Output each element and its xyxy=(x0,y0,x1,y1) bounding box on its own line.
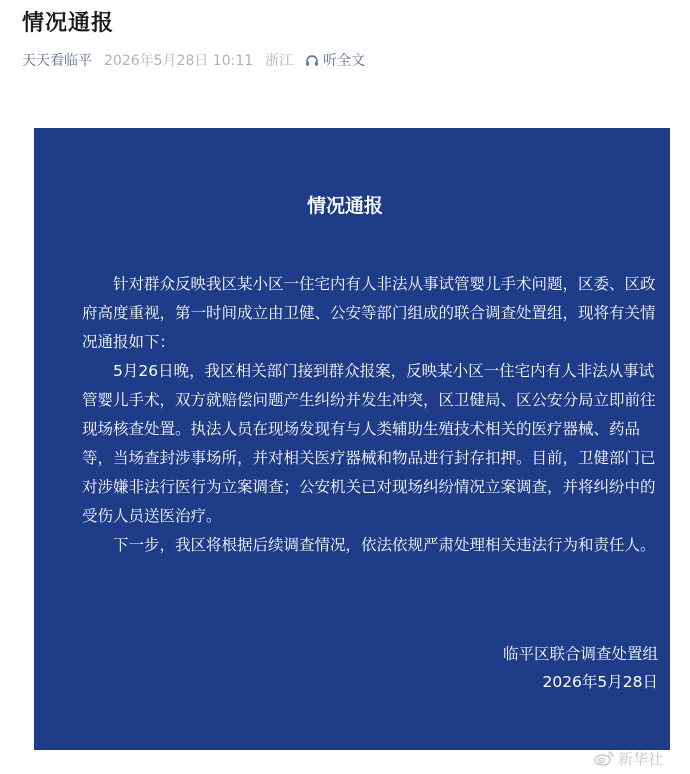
watermark-text: 新华社 xyxy=(618,749,664,768)
notice-paragraph: 5月26日晚，我区相关部门接到群众报案，反映某小区一住宅内有人非法从事试管婴儿手术，双方就赔偿问题产生纠纷并发生冲突，区卫健局、区公安分局立即前往现场核查处置。执法人员在现场发现有与人类辅助生殖技术相关的医疗器械、药品等，当场查封涉事场所，并对相关医疗器械和物品进行封存扣押。目前，卫健部门已对涉嫌非法行医行为立案调查；公安机关已对现场纠纷情况立案调查，并将纠纷中的受伤人员送医治疗。 xyxy=(82,362,656,525)
headphones-icon xyxy=(305,54,319,68)
notice-body xyxy=(82,270,664,560)
weibo-icon xyxy=(594,750,614,766)
listen-label: 听全文 xyxy=(323,53,366,69)
publish-date: 2026年5月28日 10:11 xyxy=(104,53,254,69)
listen-button[interactable] xyxy=(305,50,365,72)
author-link[interactable]: 天天看临平 xyxy=(22,53,92,69)
article-meta xyxy=(22,50,365,72)
notice-paragraph: 针对群众反映我区某小区一住宅内有人非法从事试管婴儿手术问题，区委、区政府高度重视，第一时间成立由卫健、公安等部门组成的联合调查处置组，现将有关情况通报如下： xyxy=(82,275,656,351)
notice-signature-org: 临平区联合调查处置组 xyxy=(502,645,658,663)
notice-paragraph: 下一步，我区将根据后续调查情况，依法依规严肃处理相关违法行为和责任人。 xyxy=(113,536,656,554)
notice-title: 情况通报 xyxy=(306,195,383,217)
notice-signature-date: 2026年5月28日 xyxy=(542,673,658,691)
publish-region: 浙江 xyxy=(265,53,294,69)
watermark xyxy=(594,746,663,770)
article-title: 情况通报 xyxy=(22,11,115,36)
